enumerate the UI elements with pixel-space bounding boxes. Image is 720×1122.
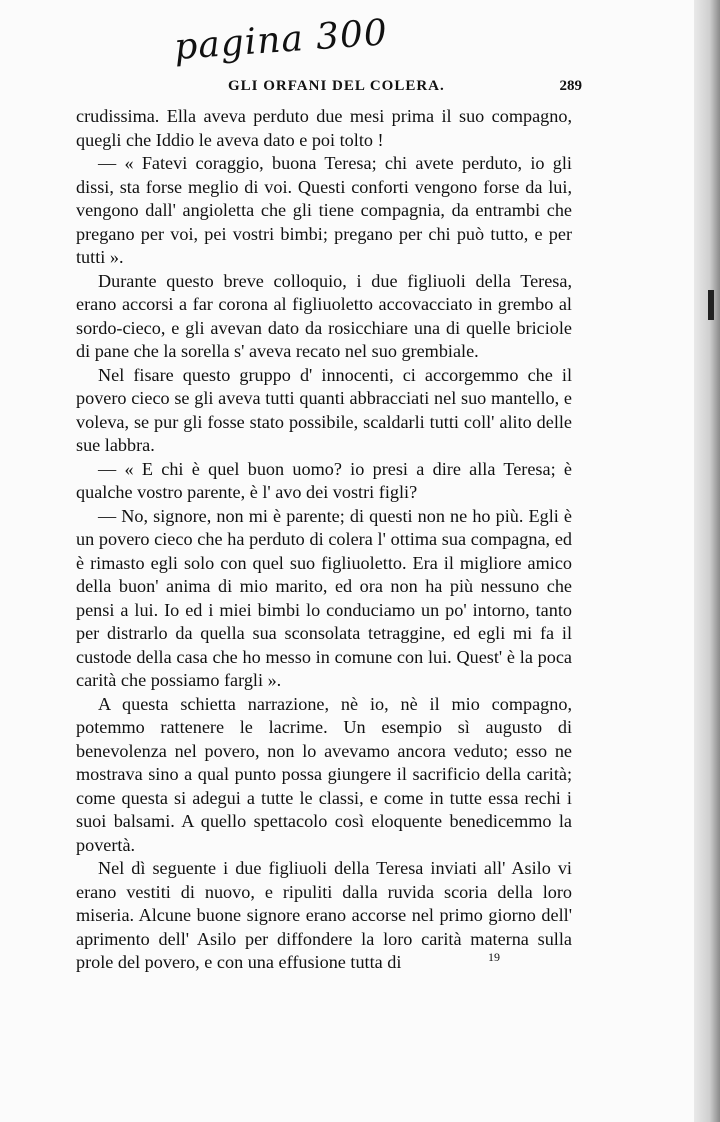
paragraph: — « E chi è quel buon uomo? io presi a dire alla Teresa; è qualche vostro parente, è l' avo dei vostri figli?: [76, 458, 572, 502]
body-text: [76, 105, 572, 975]
paragraph: Nel fisare questo gruppo d' innocenti, ci accorgemmo che il povero cieco se gli aveva tutti quanti abbracciati nel suo mantello, e voleva, se pur gli fosse stato possibile, scaldarli tutti coll' alito delle sue labbra.: [76, 364, 572, 455]
paragraph: A questa schietta narrazione, nè io, nè il mio compagno, potemmo rattenere le lacrime. Un esempio sì augusto di benevolenza nel povero, non lo avevamo ancora veduto; esso ne mostrava sino a qual punto possa giungere il sacrificio della carità; come questa si adegui a tutte le classi, e come in tutte essa rechi i suoi balsami. A quello spettacolo così eloquente benedicemmo la povertà.: [76, 693, 572, 855]
paragraph: Nel dì seguente i due figliuoli della Teresa inviati all' Asilo vi erano vestiti di nuovo, e ripuliti dalla ruvida scoria della loro miseria. Alcune buone signore erano accorse nel primo giorno dell' aprimento dell' Asilo per diffondere la loro carità materna sulla prole del povero, e con una effusione tutta di: [76, 858, 572, 972]
paragraph: — No, signore, non mi è parente; di questi non ne ho più. Egli è un povero cieco che ha perduto di colera l' ottima sua compagna, ed è rimasto egli solo con quel suo figliuoletto. Era il migliore amico della buon' anima di mio marito, ed ora non ha più nessuno che pensi a lui. Io ed i miei bimbi lo conduciamo un po' intorno, tanto per distrarlo da quella sua sconsolata tetraggine, ed egli mi fa il custode della casa che ho messo in comune con lui. Quest' è la poca carità che possiamo fargli ».: [76, 505, 572, 690]
page-header: [80, 78, 582, 102]
page-edge-shadow: [694, 0, 720, 1122]
margin-mark: [708, 290, 714, 320]
handwritten-note: pagina 300: [172, 12, 390, 69]
paragraph: crudissima. Ella aveva perduto due mesi prima il suo compagno, quegli che Iddio le aveva dato e poi tolto !: [76, 106, 572, 150]
signature-mark: 19: [488, 950, 500, 964]
running-title: GLI ORFANI DEL COLERA.: [228, 78, 445, 94]
page-number: 289: [559, 78, 582, 94]
paragraph: Durante questo breve colloquio, i due figliuoli della Teresa, erano accorsi a far corona al figliuoletto accovacciato in grembo al sordo-cieco, e gli avevan dato da rosicchiare una di quelle briciole di pane che la sorella s' aveva recato nel suo grembiale.: [76, 270, 572, 361]
paragraph: — « Fatevi coraggio, buona Teresa; chi avete perduto, io gli dissi, sta forse meglio di voi. Questi conforti vengono forse da lui, vengono dall' angioletta che gli tiene compagnia, da entrambi che pregano per voi, pei vostri bimbi; pregano per chi può tutto, e per tutti ».: [76, 153, 572, 267]
